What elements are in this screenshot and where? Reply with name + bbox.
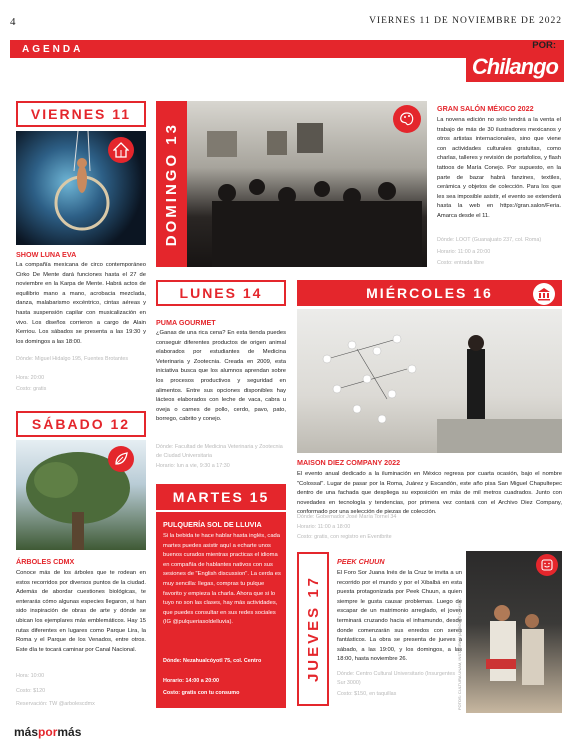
- day-header-miercoles: MIÉRCOLES 16: [297, 280, 562, 306]
- event-body-arboles: Conoce más de los árboles que te rodean en estos recorridos por diversos puntos de la ciudad. Además de abordar cuestiones biológicas, te enterarás cómo algunas especies llegaron, si han sido inspiración de obras de arte y dónde se ubican los ejemplares más emblemáticos. Hay 15 rutas diferentes en lugares como Parque Lira, la Roma y el Parque de los Venados, entre otros. Este día te tocará caminar por Canal Nacional.: [16, 570, 146, 653]
- event-cost-maison-diez: Costo: gratis, con registro en Eventbrite: [297, 534, 392, 540]
- bank-icon: [533, 283, 555, 305]
- event-time-arboles: Hora: 10:00: [16, 673, 45, 679]
- event-where-pulqueria: Dónde: Nezahualcóyotl 75, col. Centro: [163, 658, 262, 664]
- event-title-gran-salon: GRAN SALÓN MÉXICO 2022: [437, 104, 534, 113]
- event-body-luna-eva: La compañía mexicana de circo contemporáneo Cirko De Mente dará funciones hasta el 27 de noviembre en la Karpa de Mente. Habrá actos de equilibrio mano a mano, acrobacia mezclada, danza, malabarismo excéntrico, cintas aéreas y hasta suspensión capilar con musicalización en vivo. Los diseños corrieron a cargo de Alain Kerriou. Los sábados se presenta a las 19:30 y los domingos a las 18:00.: [16, 262, 146, 345]
- circus-tent-icon: [108, 137, 134, 163]
- event-where-gran-salon: Dónde: LOOT (Guanajuato 237, col. Roma): [437, 237, 542, 243]
- event-cost-gran-salon: Costo: entrada libre: [437, 260, 485, 266]
- event-cost-pulqueria: Costo: gratis con tu consumo: [163, 690, 240, 696]
- event-reserve-arboles: Reservación: TW @arbolescdmx: [16, 701, 95, 707]
- event-cost-peek-chuun: Costo: $150, en taquillas: [337, 691, 397, 697]
- day-header-martes: MARTES 15: [156, 484, 286, 510]
- leaf-icon: [108, 446, 134, 472]
- event-cost-luna-eva: Costo: gratis: [16, 386, 47, 392]
- event-title-pulqueria: PULQUERÍA SOL DE LLUVIA: [163, 520, 262, 529]
- theatre-masks-icon: [536, 554, 558, 576]
- event-time-gran-salon: Horario: 11:00 a 20:00: [437, 249, 491, 255]
- by-label: POR:: [532, 40, 556, 51]
- brand-a: más: [14, 725, 39, 739]
- photo-credit: FOTOS: CULTURA UNAM, INSTAGRAM (ÁRBOLES CDMX)...: [457, 598, 462, 710]
- day-label-domingo: DOMINGO 13: [163, 121, 180, 247]
- day-label-jueves: JUEVES 17: [304, 575, 322, 683]
- event-body-puma-gourmet: ¿Ganas de una rica cena? En esta tienda puedes conseguir diferentes productos de origen animal elaborados por estudiantes de Medicina Veterinaria y Zootecnia. Creada en 2009, esta iniciativa busca que los alumnos aprendan sobre los procesos productivos y seguridad en alimentos. Entre sus opciones disponibles hay lácteos elaborados con leche de vaca, cabra u oveja o carnes de pollo, cerdo, pavo, pato, borrego, cabrito y conejo.: [156, 330, 286, 423]
- section-title: AGENDA: [22, 44, 84, 55]
- photo-gallery: [187, 101, 427, 267]
- event-body-gran-salon: La novena edición no solo tendrá a la venta el trabajo de más de 30 ilustradores mexicanos y otros artistas internacionales, sino que viene con actividades culturales gratuitas, como charlas, talleres y revisión de portafolios, y flash tattoos de María Conejo. Por supuesto, en la parte de bazar habrá fanzines, textiles, cerámica y objetos de colección. Para los que les sea imposible asistir, el evento se extenderá hasta la web en https://gran.salon/Feria. Amarca desde el 11.: [437, 117, 561, 219]
- event-title-arboles: ÁRBOLES CDMX: [16, 557, 75, 566]
- crowd-illustration: [187, 101, 427, 267]
- event-title-luna-eva: SHOW LUNA EVA: [16, 250, 77, 259]
- chandelier-illustration: [297, 309, 562, 453]
- day-header-viernes: VIERNES 11: [16, 101, 146, 127]
- photo-lamps: [297, 309, 562, 453]
- event-where-peek-chuun: Dónde: Centro Cultural Universitario (Insurgentes Sur 3000): [337, 671, 456, 686]
- event-time-pulqueria: Horario: 14:00 a 20:00: [163, 678, 220, 684]
- event-body-maison-diez: El evento anual dedicado a la iluminación en México regresa por cuarta ocasión, bajo el nombre "Colossal". Lugar de pasar por la Roma, Juárez y Escandón, este año pisa San Miguel Chapultepec dentro de una fachada que despliega su exposición en más de mil metros cuadrados. Junto con novedades en tecnología y tendencias, por primera vez contará con el Archivo Diez Company, conformado por una selección de piezas de colección.: [297, 471, 562, 516]
- event-where-luna-eva: Dónde: Miguel Hidalgo 195, Fuentes Brotantes: [16, 356, 129, 362]
- event-where-puma-gourmet: Dónde: Facultad de Medicina Veterinaria y Zootecnia de Ciudad Universitaria: [156, 444, 283, 459]
- page-number: 4: [10, 16, 16, 28]
- event-time-maison-diez: Horario: 11:00 a 18:00: [297, 524, 351, 530]
- day-strip-jueves: [297, 552, 329, 706]
- event-title-puma-gourmet: PUMA GOURMET: [156, 318, 216, 327]
- event-title-peek-chuun: PEEK CHUUN: [337, 557, 385, 566]
- event-body-peek-chuun: El Foro Sor Juana Inés de la Cruz te invita a un recorrido por el mundo y por el Xibalbá en esta puesta protagonizada por Peek Chuun, a quien siempre le gusta causar problemas. Luego de escapar de un matrimonio arreglado, el joven terminará cruzando hacia el inframundo, desde donde comenzarán sus enredos con seres fantásticos. La obra se presenta de jueves a sábado, a las 19:00, y los domingos, a las 18:00, hasta noviembre 26.: [337, 570, 462, 663]
- brand-c: más: [57, 725, 82, 739]
- event-title-maison-diez: MAISON DIEZ COMPANY 2022: [297, 458, 401, 467]
- day-header-lunes: LUNES 14: [156, 280, 286, 306]
- event-where-maison-diez: Dónde: Gobernador José María Tornel 34: [297, 514, 397, 520]
- event-time-puma-gourmet: Horario: lun a vie, 9:30 a 17:30: [156, 463, 230, 469]
- issue-date: VIERNES 11 DE NOVIEMBRE DE 2022: [369, 16, 562, 26]
- event-body-pulqueria: Si la bebida te hace hablar hasta inglés, cada martes puedes asistir aquí a echarte unos buenos curados mientras practicas el idioma en compañía de hablantes nativos con sus sesiones de "English discussion". La cerda es muy sencilla: llegas, compras tu pulque favorito y empieza la charla. Ahora que si lo tuyo no son las clases, hay más actividades, que puedes consultar en sus redes sociales (IG @pulqueriasoldelluvia).: [163, 533, 281, 626]
- palette-icon: [393, 105, 421, 133]
- masxmas-logo: [14, 725, 81, 739]
- event-time-luna-eva: Hora: 20:00: [16, 375, 45, 381]
- day-header-sabado: SÁBADO 12: [16, 411, 146, 437]
- day-strip-domingo: [156, 101, 187, 267]
- brand-b: por: [38, 725, 58, 739]
- event-cost-arboles: Costo: $120: [16, 688, 46, 694]
- chilango-logo: Chilango: [466, 52, 564, 82]
